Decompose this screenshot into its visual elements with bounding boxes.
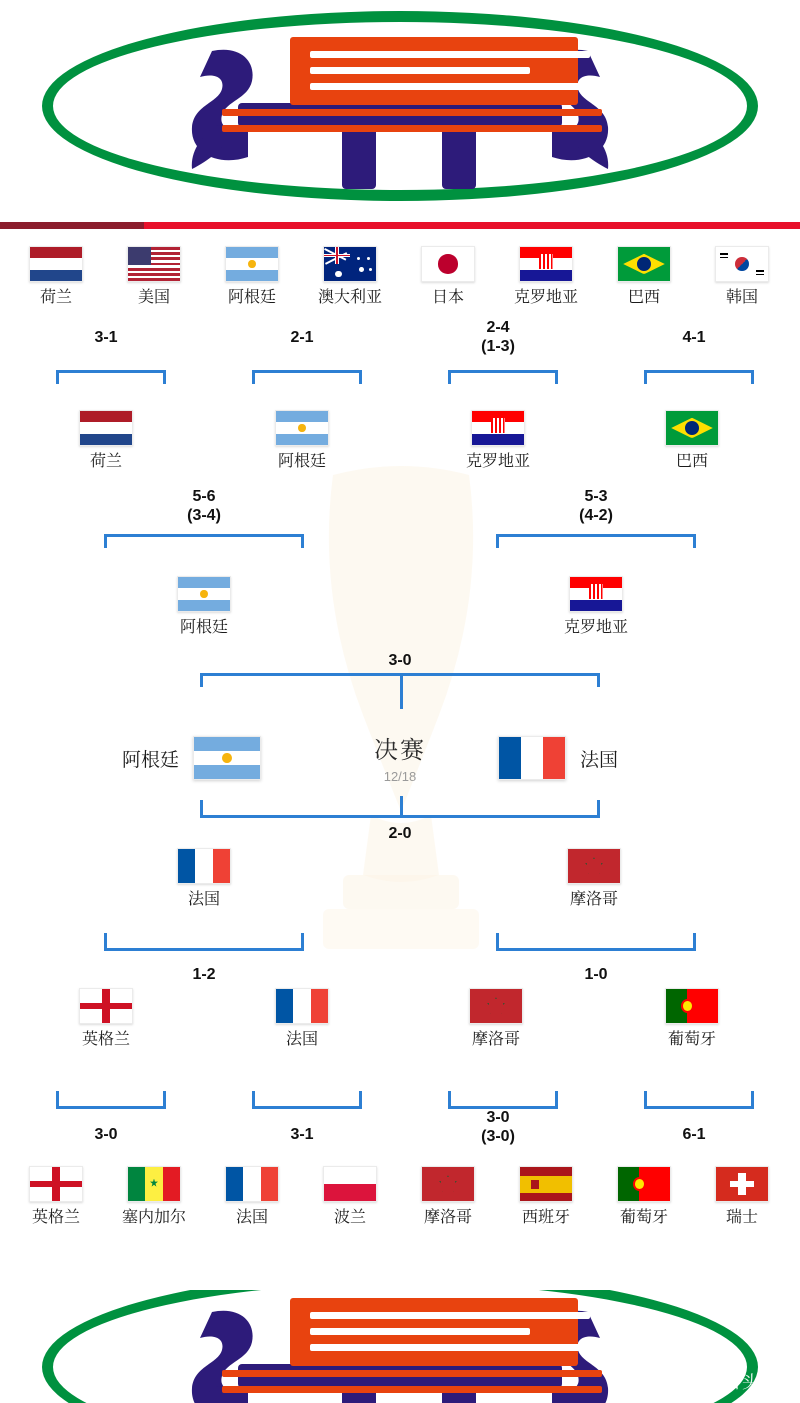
team-qf-top-2[interactable]	[462, 410, 534, 472]
flag-fr	[177, 848, 231, 884]
connector-r16-bottom-2-l	[448, 1091, 451, 1109]
connector-r16-bottom-top-1	[252, 1106, 362, 1109]
team-name: 英格兰	[31, 1209, 80, 1226]
logo-bar-4	[222, 1370, 602, 1377]
team-sf-top-1[interactable]	[560, 576, 632, 638]
connector-qf-top-0	[104, 534, 304, 548]
team-name: 巴西	[627, 289, 660, 306]
logo-bar-5	[222, 1386, 602, 1393]
flag-br	[665, 410, 719, 446]
team-r16-bottom-4[interactable]	[414, 1166, 482, 1228]
score-r16-top-3	[646, 328, 742, 347]
finalist-name: 阿根廷	[122, 749, 180, 771]
team-r16-bottom-7[interactable]	[710, 1166, 774, 1228]
connector-r16-bottom-3-l	[644, 1091, 647, 1109]
team-qf-bottom-0[interactable]	[74, 988, 138, 1050]
team-r16-bottom-3[interactable]	[318, 1166, 382, 1228]
finalist-right[interactable]	[498, 736, 618, 780]
score-r16-bottom-1	[254, 1125, 350, 1144]
score-qf-top-0	[154, 487, 254, 525]
flag-ma	[567, 848, 621, 884]
score-main: 5-3	[584, 488, 608, 505]
connector-qf-bottom-top-0	[104, 948, 304, 951]
flag-es	[519, 1166, 573, 1202]
flag-pt	[617, 1166, 671, 1202]
team-name: 韩国	[725, 289, 758, 306]
score-penalty: (4-2)	[579, 507, 613, 524]
connector-sf-bottom-right	[597, 800, 600, 818]
team-r16-top-6[interactable]	[612, 246, 676, 308]
score-qf-top-1	[546, 487, 646, 525]
flag-sn	[127, 1166, 181, 1202]
score-main: 2-0	[388, 825, 412, 842]
flag-hr	[471, 410, 525, 446]
logo-bar-3	[310, 1344, 590, 1351]
connector-r16-top-1	[252, 370, 362, 384]
team-r16-bottom-1[interactable]	[110, 1166, 198, 1228]
score-main: 3-1	[94, 329, 118, 346]
score-main: 3-0	[388, 652, 412, 669]
score-main: 2-1	[290, 329, 314, 346]
flag-en	[29, 1166, 83, 1202]
connector-r16-top-3	[644, 370, 754, 384]
team-qf-top-1[interactable]	[270, 410, 334, 472]
score-sf-bottom-0	[350, 824, 450, 843]
team-r16-top-4[interactable]	[416, 246, 480, 308]
team-qf-top-3[interactable]	[660, 410, 724, 472]
team-name: 西班牙	[521, 1209, 570, 1226]
team-r16-bottom-6[interactable]	[612, 1166, 676, 1228]
logo-bar-1	[310, 1312, 590, 1319]
connector-qf-top-1	[496, 534, 696, 548]
score-sf-top-0	[350, 651, 450, 670]
team-name: 克罗地亚	[513, 289, 578, 306]
team-name: 克罗地亚	[563, 619, 628, 636]
team-name: 阿根廷	[227, 289, 276, 306]
team-name: 阿根廷	[179, 619, 228, 636]
team-name: 巴西	[675, 453, 708, 470]
flag-hr	[569, 576, 623, 612]
flag-ar	[193, 736, 261, 780]
flag-pt	[665, 988, 719, 1024]
score-main: 1-2	[192, 966, 216, 983]
team-name: 荷兰	[39, 289, 72, 306]
flag-ma	[469, 988, 523, 1024]
finalist-left[interactable]	[122, 736, 261, 780]
connector-r16-bottom-1-l	[252, 1091, 255, 1109]
connector-final-drop-top	[400, 673, 403, 709]
connector-qf-bottom-1-r	[693, 933, 696, 951]
connector-r16-bottom-1-r	[359, 1091, 362, 1109]
connector-qf-bottom-top-1	[496, 948, 696, 951]
flag-br	[617, 246, 671, 282]
team-sf-top-0[interactable]	[172, 576, 236, 638]
score-main: 3-1	[290, 1126, 314, 1143]
team-name: 瑞士	[725, 1209, 758, 1226]
connector-r16-bottom-top-0	[56, 1106, 166, 1109]
flag-pl	[323, 1166, 377, 1202]
score-penalty: (3-4)	[187, 507, 221, 524]
score-main: 2-4	[486, 319, 510, 336]
team-name: 法国	[187, 891, 220, 908]
connector-sf-bottom-left	[200, 800, 203, 818]
team-qf-bottom-2[interactable]	[464, 988, 528, 1050]
team-name: 法国	[235, 1209, 268, 1226]
team-name: 波兰	[333, 1209, 366, 1226]
score-main: 5-6	[192, 488, 216, 505]
team-r16-top-3[interactable]	[318, 246, 382, 308]
team-r16-top-7[interactable]	[710, 246, 774, 308]
flag-ma	[421, 1166, 475, 1202]
connector-r16-bottom-0-r	[163, 1091, 166, 1109]
team-name: 葡萄牙	[667, 1031, 716, 1048]
team-sf-bottom-1[interactable]	[562, 848, 626, 910]
team-name: 葡萄牙	[619, 1209, 668, 1226]
connector-qf-bottom-0-l	[104, 933, 107, 951]
team-qf-bottom-3[interactable]	[660, 988, 724, 1050]
connector-qf-bottom-1-l	[496, 933, 499, 951]
flag-fr	[225, 1166, 279, 1202]
flag-ar	[275, 410, 329, 446]
team-name: 克罗地亚	[465, 453, 530, 470]
connector-r16-top-2	[448, 370, 558, 384]
connector-r16-bottom-2-r	[555, 1091, 558, 1109]
finalist-name: 法国	[580, 749, 619, 771]
final-title: 决赛	[374, 737, 426, 764]
team-r16-top-2[interactable]	[220, 246, 284, 308]
score-main: 4-1	[682, 329, 706, 346]
final-date: 12/18	[383, 769, 417, 784]
connector-r16-bottom-3-r	[751, 1091, 754, 1109]
flag-nl	[79, 410, 133, 446]
score-main: 3-0	[486, 1109, 510, 1126]
flag-us	[127, 246, 181, 282]
team-name: 澳大利亚	[318, 289, 383, 306]
final-label	[0, 730, 800, 784]
team-r16-bottom-0[interactable]	[24, 1166, 88, 1228]
watermark-text: @今日头条	[687, 1373, 778, 1392]
score-r16-top-1	[254, 328, 350, 347]
flag-ch	[715, 1166, 769, 1202]
score-r16-bottom-0	[58, 1125, 154, 1144]
score-main: 6-1	[682, 1126, 706, 1143]
team-qf-bottom-1[interactable]	[270, 988, 334, 1050]
team-name: 摩洛哥	[471, 1031, 520, 1048]
flag-kr	[715, 246, 769, 282]
score-r16-top-2	[450, 318, 546, 356]
team-r16-bottom-5[interactable]	[512, 1166, 580, 1228]
flag-fr	[498, 736, 566, 780]
team-qf-top-0[interactable]	[74, 410, 138, 472]
team-name: 阿根廷	[277, 453, 326, 470]
flag-hr	[519, 246, 573, 282]
score-r16-bottom-2	[450, 1108, 546, 1146]
team-name: 荷兰	[89, 453, 122, 470]
score-qf-bottom-1	[546, 965, 646, 984]
logo-emblem-footer	[42, 1290, 758, 1403]
team-r16-top-1[interactable]	[122, 246, 186, 308]
flag-en	[79, 988, 133, 1024]
team-name: 摩洛哥	[569, 891, 618, 908]
team-name: 摩洛哥	[423, 1209, 472, 1226]
team-name: 法国	[285, 1031, 318, 1048]
footer-logo-band	[0, 1290, 800, 1403]
score-r16-top-0	[58, 328, 154, 347]
team-r16-top-5[interactable]	[510, 246, 582, 308]
score-r16-bottom-3	[646, 1125, 742, 1144]
team-sf-bottom-0[interactable]	[172, 848, 236, 910]
flag-ar	[225, 246, 279, 282]
team-r16-top-0[interactable]	[24, 246, 88, 308]
connector-r16-top-0	[56, 370, 166, 384]
team-name: 日本	[431, 289, 464, 306]
connector-r16-bottom-top-3	[644, 1106, 754, 1109]
score-main: 3-0	[94, 1126, 118, 1143]
connector-qf-bottom-0-r	[301, 933, 304, 951]
team-name: 美国	[137, 289, 170, 306]
logo-bar-2	[310, 1328, 530, 1335]
team-name: 英格兰	[81, 1031, 130, 1048]
flag-ar	[177, 576, 231, 612]
flag-au	[323, 246, 377, 282]
connector-sf-bottom-top	[200, 815, 600, 818]
score-penalty: (1-3)	[481, 338, 515, 355]
flag-jp	[421, 246, 475, 282]
score-main: 1-0	[584, 966, 608, 983]
flag-nl	[29, 246, 83, 282]
flag-fr	[275, 988, 329, 1024]
team-r16-bottom-2[interactable]	[220, 1166, 284, 1228]
team-name: 塞内加尔	[121, 1209, 186, 1226]
connector-r16-bottom-0-l	[56, 1091, 59, 1109]
score-qf-bottom-0	[154, 965, 254, 984]
score-penalty: (3-0)	[481, 1128, 515, 1145]
